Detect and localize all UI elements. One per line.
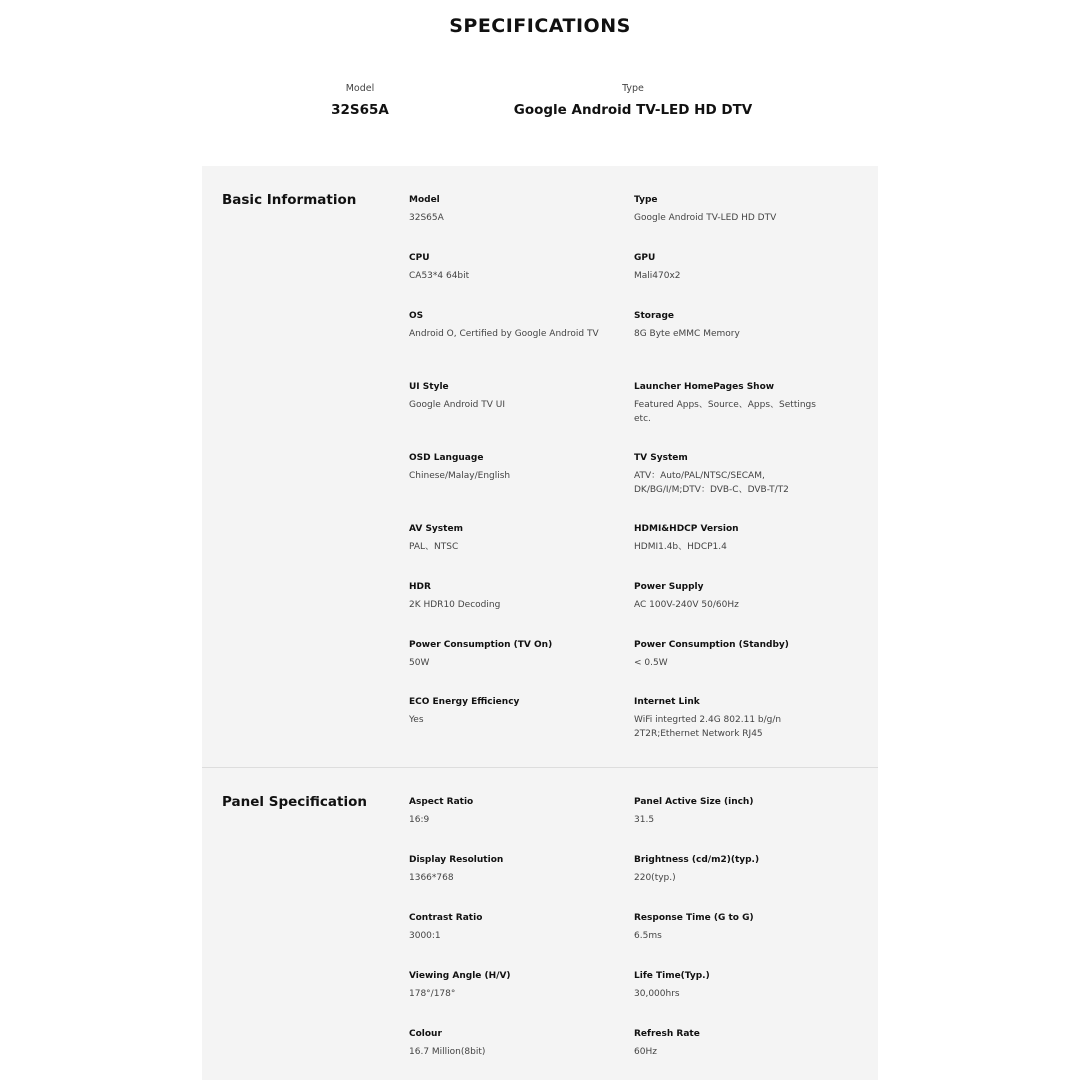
spec-item-contrast-ratio (409, 912, 599, 944)
spec-item-life-time (634, 970, 824, 1002)
basic-information-section (202, 166, 878, 767)
spec-label: Panel Active Size (inch) (634, 797, 754, 807)
spec-value: AC 100V-240V 50/60Hz (634, 600, 739, 610)
spec-value: Yes (409, 715, 424, 725)
summary-type (493, 83, 773, 118)
spec-value: CA53*4 64bit (409, 271, 470, 281)
spec-value: 31.5 (634, 815, 655, 825)
spec-value: Mali470x2 (634, 271, 681, 281)
spec-value: 50W (409, 658, 430, 668)
spec-value: HDMI1.4b、HDCP1.4 (634, 542, 727, 552)
spec-value: 2K HDR10 Decoding (409, 600, 501, 610)
spec-item-ui-style (409, 381, 599, 413)
spec-label: AV System (409, 524, 463, 534)
spec-item-panel-active-size (634, 796, 824, 828)
spec-item-os (409, 310, 599, 342)
spec-value: 6.5ms (634, 931, 662, 941)
spec-item-eco-energy (409, 696, 599, 728)
spec-item-hdmi-hdcp (634, 523, 824, 555)
summary-type-value: Google Android TV-LED HD DTV (513, 102, 753, 118)
spec-value: 3000:1 (409, 931, 441, 941)
spec-value: Featured Apps、Source、Apps、Settings etc. (634, 400, 816, 424)
spec-value: WiFi integrted 2.4G 802.11 b/g/n 2T2R;Ethernet Network RJ45 (634, 715, 782, 739)
spec-value: 32S65A (409, 213, 444, 223)
spec-label: ECO Energy Efficiency (409, 697, 520, 707)
spec-value: Google Android TV-LED HD DTV (634, 213, 777, 223)
spec-value: 30,000hrs (634, 989, 680, 999)
spec-label: Model (409, 195, 440, 205)
spec-label: Refresh Rate (634, 1029, 700, 1039)
spec-label: Life Time(Typ.) (634, 971, 710, 981)
spec-label: GPU (634, 253, 656, 263)
spec-label: HDR (409, 582, 431, 592)
panel-specification-section (202, 768, 878, 1080)
spec-label: HDMI&HDCP Version (634, 524, 739, 534)
spec-item-internet-link (634, 696, 824, 741)
spec-label: Response Time (G to G) (634, 913, 754, 923)
spec-label: Storage (634, 311, 675, 321)
spec-item-viewing-angle (409, 970, 599, 1002)
spec-value: 178°/178° (409, 989, 456, 999)
section-title-basic-information: Basic Information (222, 192, 357, 208)
spec-label: UI Style (409, 382, 449, 392)
spec-item-brightness (634, 854, 824, 886)
spec-value: 16.7 Million(8bit) (409, 1047, 486, 1057)
spec-item-storage (634, 310, 824, 342)
spec-label: OSD Language (409, 453, 484, 463)
spec-value: 8G Byte eMMC Memory (634, 329, 740, 339)
spec-label: TV System (634, 453, 688, 463)
summary-model-label: Model (345, 83, 375, 94)
spec-label: Power Supply (634, 582, 704, 592)
spec-item-power-consumption-standby (634, 639, 824, 671)
spec-item-aspect-ratio (409, 796, 599, 828)
spec-item-osd-language (409, 452, 599, 484)
spec-item-response-time (634, 912, 824, 944)
spec-item-cpu (409, 252, 599, 284)
summary-model (300, 83, 420, 118)
spec-value: 16:9 (409, 815, 430, 825)
spec-label: OS (409, 311, 424, 321)
spec-item-launcher-homepages (634, 381, 824, 426)
spec-item-av-system (409, 523, 599, 555)
spec-label: Colour (409, 1029, 442, 1039)
spec-item-power-consumption-on (409, 639, 599, 671)
spec-item-power-supply (634, 581, 824, 613)
spec-value: 220(typ.) (634, 873, 676, 883)
spec-value: Android O, Certified by Google Android TV (409, 329, 599, 339)
spec-item-type (634, 194, 824, 226)
spec-value: Google Android TV UI (409, 400, 506, 410)
spec-item-refresh-rate (634, 1028, 824, 1060)
spec-label: Power Consumption (Standby) (634, 640, 789, 650)
section-title-panel-specification: Panel Specification (222, 794, 367, 810)
spec-value: 1366*768 (409, 873, 454, 883)
spec-label: Brightness (cd/m2)(typ.) (634, 855, 760, 865)
spec-value: < 0.5W (634, 658, 668, 668)
spec-value: ATV：Auto/PAL/NTSC/SECAM, DK/BG/I/M;DTV：DVB-C、DVB-T/T2 (634, 471, 789, 495)
spec-label: CPU (409, 253, 430, 263)
spec-item-display-resolution (409, 854, 599, 886)
spec-label: Aspect Ratio (409, 797, 474, 807)
spec-value: Chinese/Malay/English (409, 471, 511, 481)
summary-model-value: 32S65A (331, 102, 389, 118)
spec-label: Contrast Ratio (409, 913, 483, 923)
spec-item-gpu (634, 252, 824, 284)
spec-label: Display Resolution (409, 855, 504, 865)
spec-label: Power Consumption (TV On) (409, 640, 553, 650)
spec-item-model (409, 194, 599, 226)
summary-type-label: Type (622, 83, 644, 94)
spec-item-tv-system (634, 452, 824, 497)
spec-label: Viewing Angle (H/V) (409, 971, 511, 981)
spec-value: PAL、NTSC (409, 542, 459, 552)
spec-label: Internet Link (634, 697, 700, 707)
spec-item-hdr (409, 581, 599, 613)
spec-label: Type (634, 195, 658, 205)
spec-item-colour (409, 1028, 599, 1060)
spec-label: Launcher HomePages Show (634, 382, 775, 392)
spec-value: 60Hz (634, 1047, 657, 1057)
page-title: SPECIFICATIONS (449, 15, 631, 37)
